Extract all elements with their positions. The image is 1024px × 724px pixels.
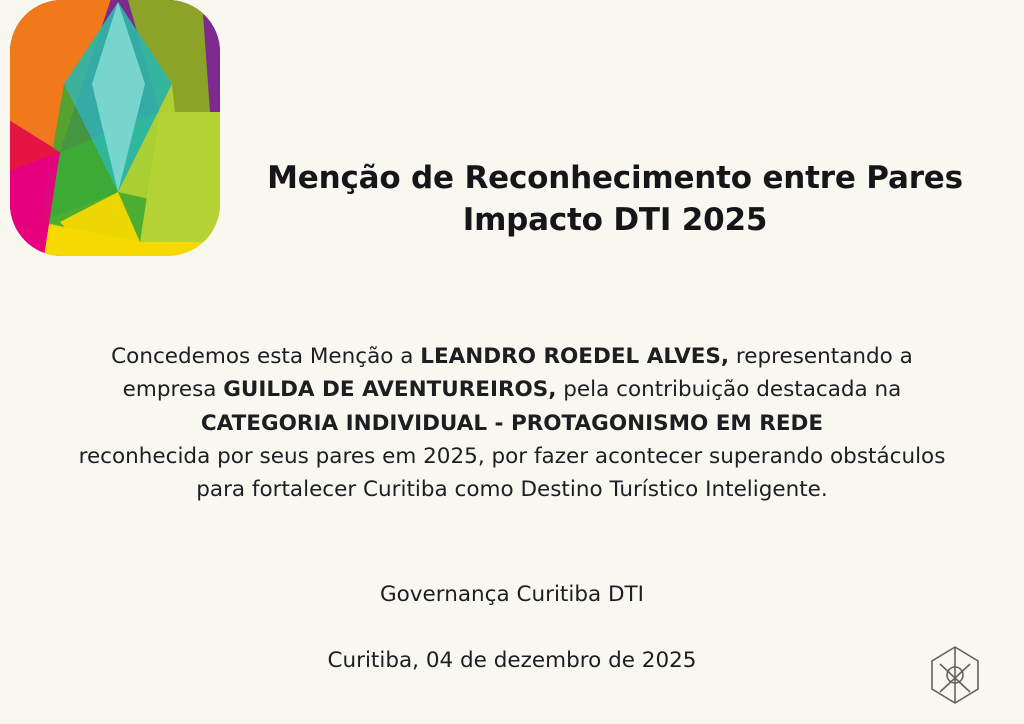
place-date-text: Curitiba, 04 de dezembro de 2025 [327,648,697,673]
body-line-2-suffix: pela contribuição destacada na [556,377,902,403]
body-line-5: para fortalecer Curitiba como Destino Turístico Inteligente. [196,477,828,503]
recipient-name: LEANDRO ROEDEL ALVES, [420,344,730,369]
category-name: CATEGORIA INDIVIDUAL - PROTAGONISMO EM REDE [200,410,824,436]
certificate-title [220,158,1010,242]
body-line-1-suffix: representando a [729,344,913,369]
title-line-1: Menção de Reconhecimento entre Pares [267,160,963,196]
body-line-2-prefix: empresa [122,377,224,403]
certificate-body [40,340,984,507]
company-name: GUILDA DE AVENTUREIROS, [223,377,557,403]
curitiba-dti-seal-icon [928,644,982,706]
title-line-2: Impacto DTI 2025 [462,201,768,238]
body-line-3 [40,407,984,440]
signature-text: Governança Curitiba DTI [379,582,645,607]
body-line-2 [40,373,984,406]
impacto-dti-gem-logo-icon [0,0,230,282]
body-line-1-prefix: Concedemos esta Menção a [111,344,421,369]
body-line-4: reconhecida por seus pares em 2025, por fazer acontecer superando obstáculos [78,443,946,469]
body-line-1 [40,340,984,373]
